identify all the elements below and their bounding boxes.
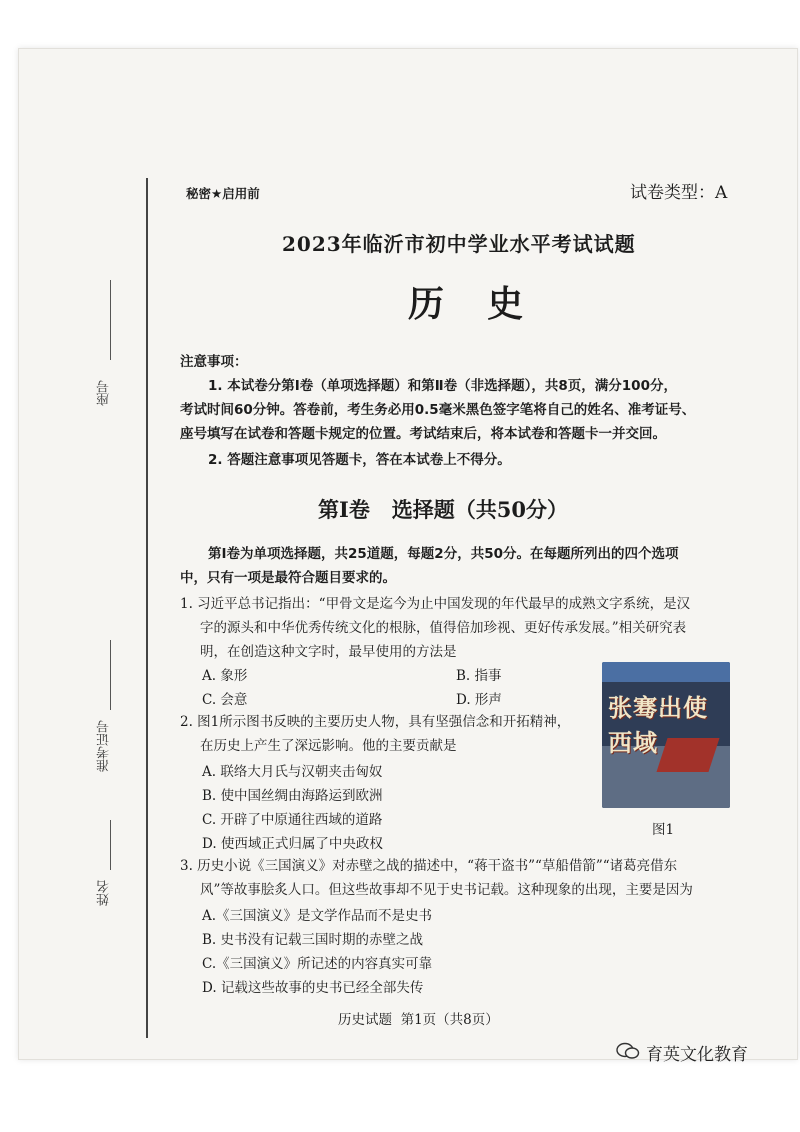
section-intro-line2: 中，只有一项是最符合题目要求的。 — [180, 570, 396, 586]
figure-caption: 图1 — [652, 822, 675, 838]
exam-number-underline — [110, 640, 111, 710]
q1-option-c[interactable]: C. 会意 — [202, 692, 248, 708]
seat-label: 座号 — [97, 380, 112, 406]
binding-line — [146, 178, 148, 1038]
book-cover-image — [602, 662, 730, 808]
q2-option-b[interactable]: B. 使中国丝绸由海路运到欧洲 — [202, 788, 383, 804]
subject-title: 历 史 — [408, 283, 530, 325]
q3-option-b[interactable]: B. 史书没有记载三国时期的赤壁之战 — [202, 932, 424, 948]
q3-option-d[interactable]: D. 记载这些故事的史书已经全部失传 — [202, 980, 424, 996]
section-intro-line1: 第Ⅰ卷为单项选择题，共25道题，每题2分，共50分。在每题所列出的四个选项 — [208, 546, 679, 562]
notice-item1-line3: 座号填写在试卷和答题卡规定的位置。考试结束后，将本试卷和答题卡一并交回。 — [180, 426, 666, 442]
q3-option-a[interactable]: A.《三国演义》是文学作品而不是史书 — [202, 908, 433, 924]
q3-stem-line2: 风”等故事脍炙人口。但这些故事却不见于史书记载。这种现象的出现，主要是因为 — [200, 882, 693, 898]
q3-option-c[interactable]: C.《三国演义》所记述的内容真实可靠 — [202, 956, 433, 972]
q2-option-a[interactable]: A. 联络大月氏与汉朝夹击匈奴 — [202, 764, 383, 780]
q3-stem-line1: 3. 历史小说《三国演义》对赤壁之战的描述中，“蒋干盗书”“草船借箭”“诸葛亮借东 — [180, 858, 678, 874]
exam-title: 2023年临沂市初中学业水平考试试题 — [282, 232, 636, 256]
secret-label: 秘密★启用前 — [186, 186, 260, 201]
q1-option-d[interactable]: D. 形声 — [456, 692, 502, 708]
watermark-text: 育英文化教育 — [646, 1045, 748, 1065]
q1-option-b[interactable]: B. 指事 — [456, 668, 502, 684]
name-label: 姓名 — [97, 880, 112, 906]
q1-stem-line1: 1. 习近平总书记指出：“甲骨文是迄今为止中国发现的年代最早的成熟文字系统，是汉 — [180, 596, 691, 612]
notice-heading: 注意事项： — [180, 354, 248, 370]
name-underline — [110, 820, 111, 870]
seat-underline — [110, 280, 111, 360]
q1-stem-line2: 字的源头和中华优秀传统文化的根脉，值得倍加珍视、更好传承发展。”相关研究表 — [200, 620, 687, 636]
q2-option-d[interactable]: D. 使西域正式归属了中央政权 — [202, 836, 383, 852]
section-title: 第Ⅰ卷 选择题（共50分） — [318, 497, 568, 522]
q2-stem-line1: 2. 图1所示图书反映的主要历史人物，具有坚强信念和开拓精神， — [180, 714, 571, 730]
q1-option-a[interactable]: A. 象形 — [202, 668, 248, 684]
q2-option-c[interactable]: C. 开辟了中原通往西域的道路 — [202, 812, 383, 828]
wechat-icon — [616, 1042, 640, 1060]
exam-number-label: 准考证号 — [97, 720, 112, 772]
q2-stem-line2: 在历史上产生了深远影响。他的主要贡献是 — [200, 738, 457, 754]
book-cover-band — [602, 662, 730, 682]
notice-item1-line1: 1. 本试卷分第Ⅰ卷（单项选择题）和第Ⅱ卷（非选择题），共8页，满分100分， — [208, 378, 677, 394]
notice-item2: 2. 答题注意事项见答题卡，答在本试卷上不得分。 — [208, 452, 511, 468]
book-cover-title: 张骞出使西域 — [608, 693, 708, 757]
q1-stem-line3: 明，在创造这种文字时，最早使用的方法是 — [200, 644, 457, 660]
notice-item1-line2: 考试时间60分钟。答卷前，考生务必用0.5毫米黑色签字笔将自己的姓名、准考证号、 — [180, 402, 696, 418]
page-footer: 历史试题 第1页（共8页） — [338, 1012, 499, 1028]
paper-type: 试卷类型：A — [630, 183, 728, 203]
